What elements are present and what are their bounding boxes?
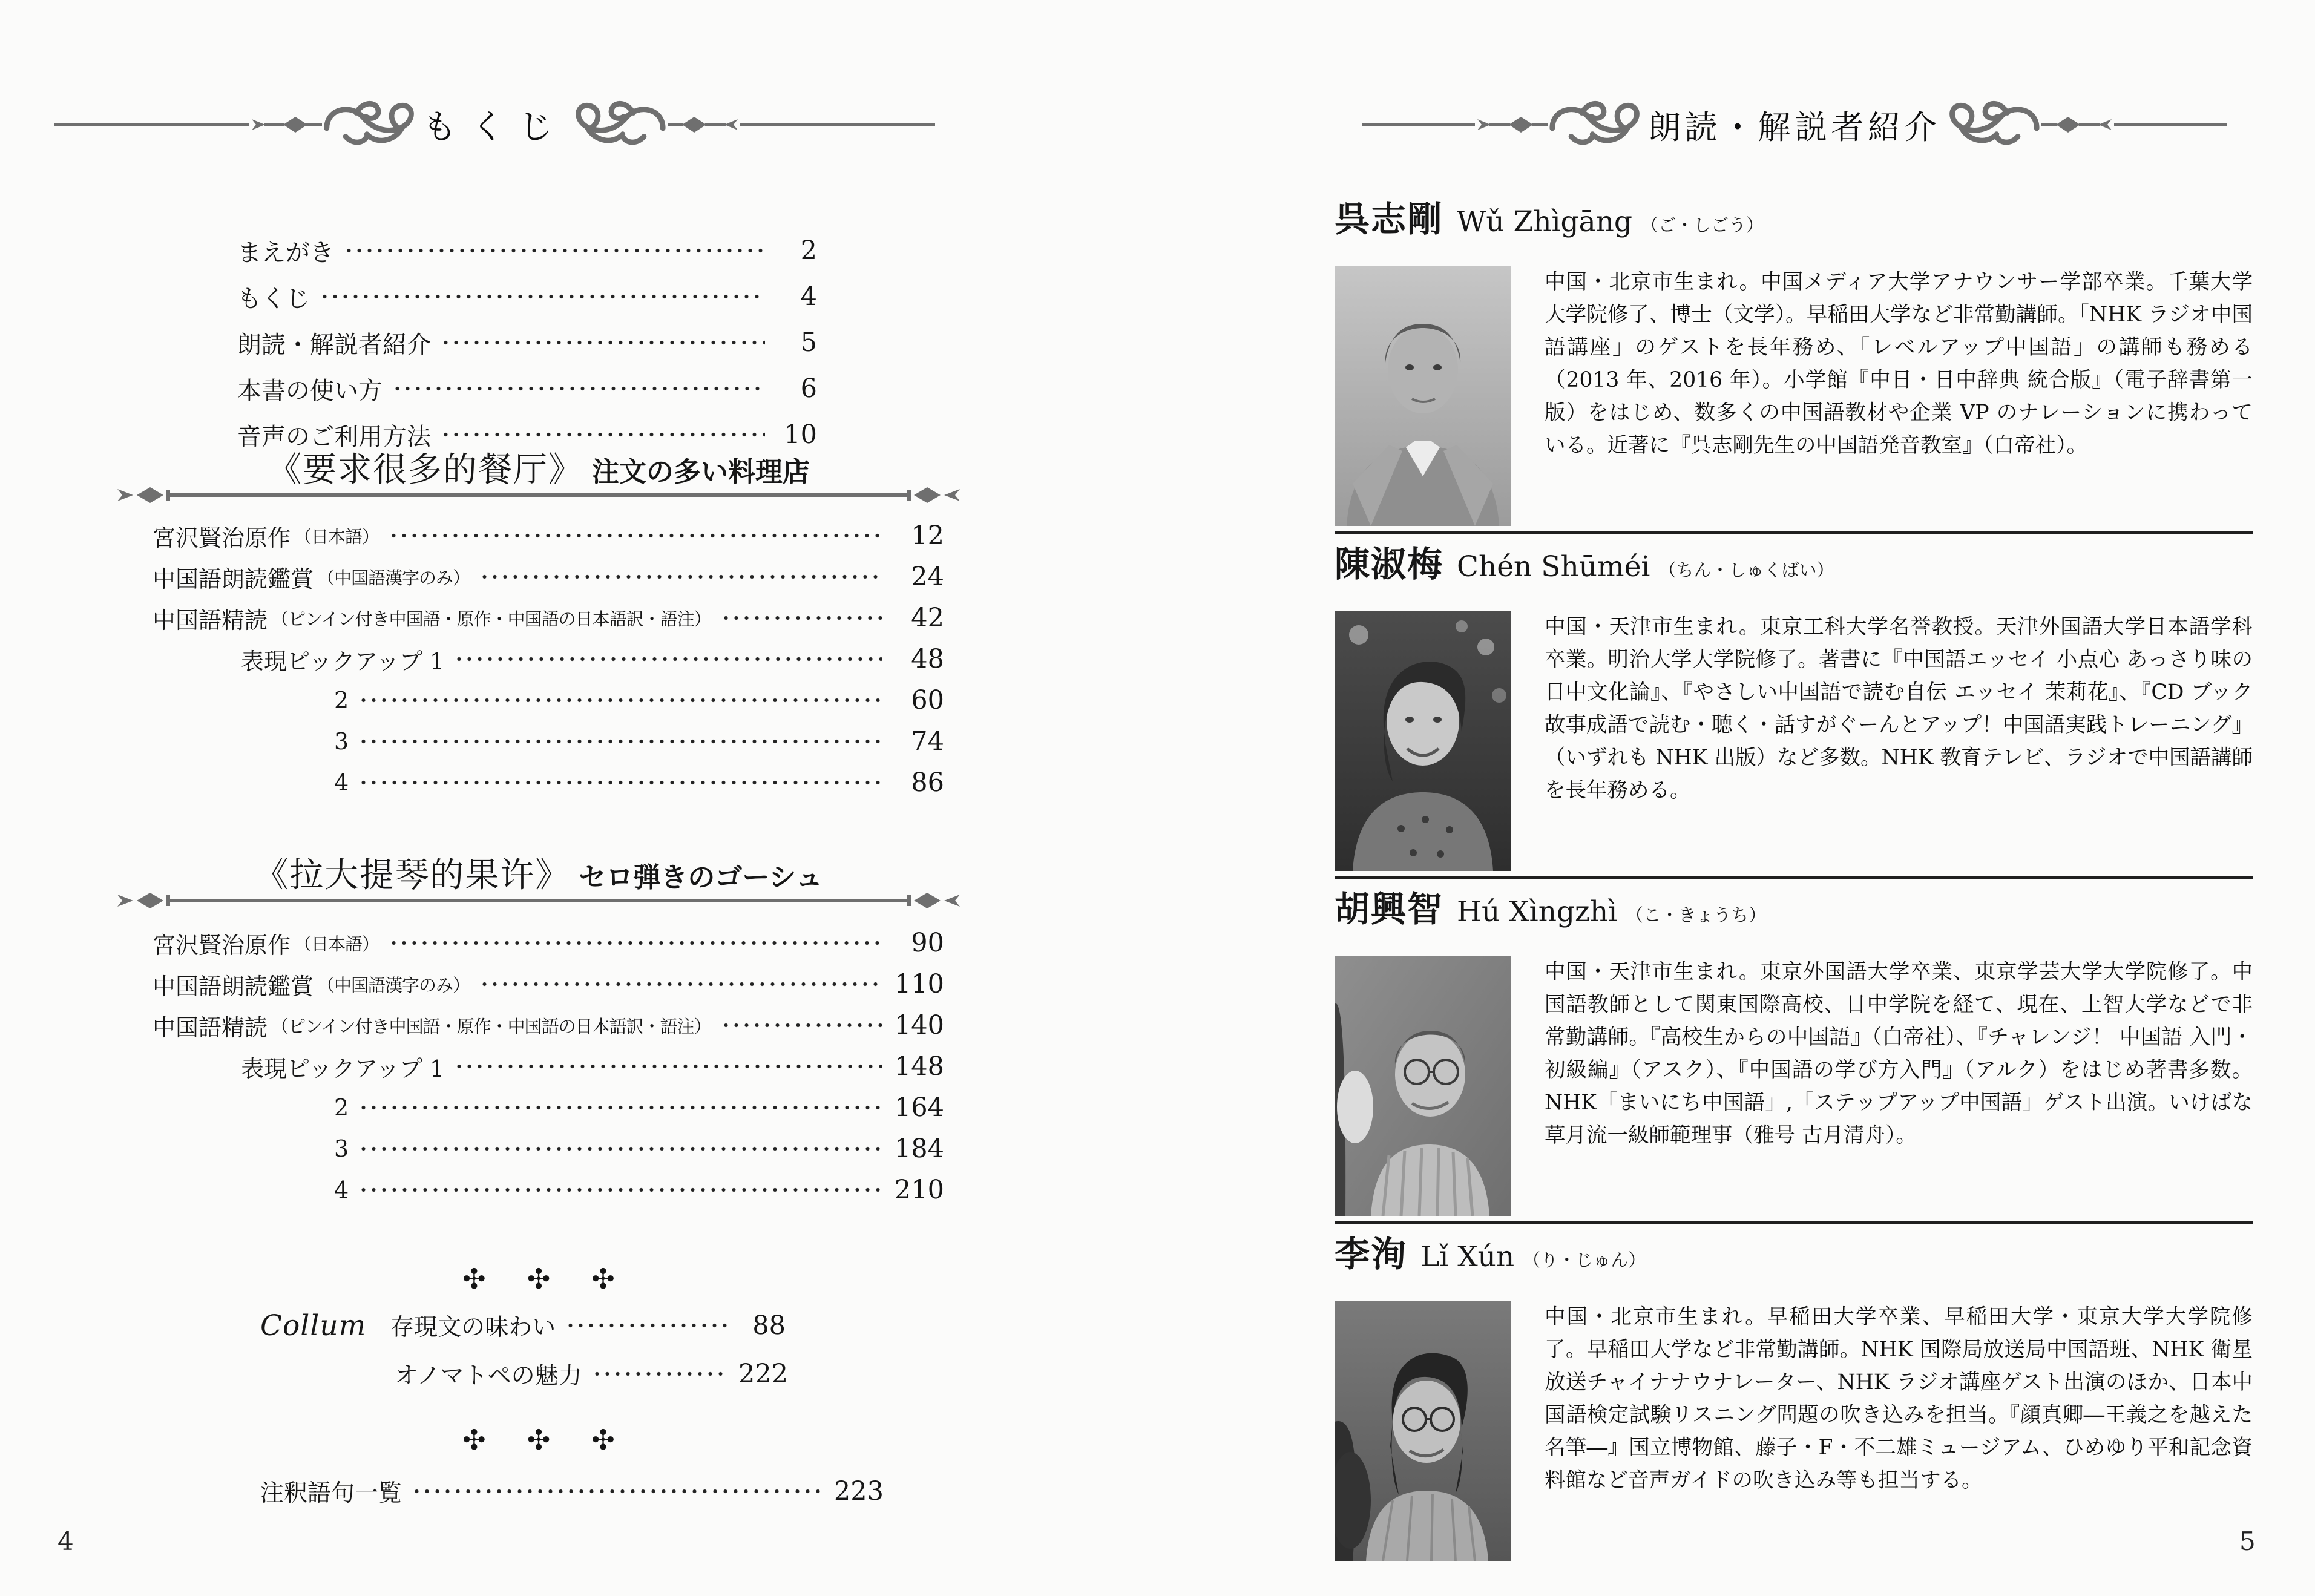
dot-leader xyxy=(454,1064,882,1069)
toc-page-number: 88 xyxy=(752,1310,786,1341)
toc-page-number: 140 xyxy=(894,1010,944,1040)
toc-label: 音声のご利用方法 xyxy=(237,422,431,451)
person-separator xyxy=(1335,531,2253,534)
portrait-photo xyxy=(1335,1301,1511,1561)
toc-label: 中国語精読 xyxy=(153,1014,268,1041)
diamond-arrow-icon xyxy=(2041,113,2114,137)
toc-page-number: 6 xyxy=(800,373,817,404)
person-name-pinyin: Chén Shūméi xyxy=(1457,550,1650,583)
diamond-arrow-icon xyxy=(668,113,740,137)
person-name-kanji: 胡興智 xyxy=(1335,888,1444,930)
toc-front-row[interactable] xyxy=(237,228,817,274)
appendix-row[interactable] xyxy=(260,1471,884,1512)
toc-item-row[interactable] xyxy=(153,1046,944,1087)
toc-item-row[interactable] xyxy=(153,597,944,639)
dot-leader xyxy=(565,1323,729,1328)
dot-leader xyxy=(721,1023,882,1028)
right-folio-number: 5 xyxy=(2239,1526,2256,1556)
person-name-kanji: 呉志剛 xyxy=(1335,199,1444,240)
toc-label: まえがき xyxy=(237,238,334,267)
dot-leader xyxy=(441,340,765,345)
toc-note: （中国語漢字のみ） xyxy=(317,974,470,996)
toc-label: 4 xyxy=(334,1177,349,1203)
toc-note: （中国語漢字のみ） xyxy=(317,567,470,588)
toc-page-number: 210 xyxy=(894,1175,944,1205)
toc-page-number: 10 xyxy=(784,419,817,450)
toc-item-row[interactable] xyxy=(153,1005,944,1046)
toc-item-row[interactable] xyxy=(153,1087,944,1128)
toc-front-row[interactable] xyxy=(237,320,817,366)
toc-page-number: 164 xyxy=(894,1092,944,1123)
header-rule-left xyxy=(54,123,249,126)
toc-page-number: 90 xyxy=(911,928,944,958)
dot-leader xyxy=(412,1489,822,1494)
portrait-photo xyxy=(1335,611,1511,871)
toc-front-row[interactable] xyxy=(237,366,817,412)
person-block xyxy=(1335,1226,2253,1561)
person-separator xyxy=(1335,876,2253,879)
cross-icon: ✣ xyxy=(527,1263,551,1295)
dot-leader xyxy=(358,780,882,785)
toc-label: 宮沢賢治原作 xyxy=(153,931,291,959)
toc-page-number: 184 xyxy=(894,1134,944,1164)
toc-label: 2 xyxy=(334,687,349,714)
header-rule-right xyxy=(740,123,935,126)
toc-page-number: 110 xyxy=(894,969,944,999)
toc-item-row[interactable] xyxy=(153,680,944,721)
toc-item-row[interactable] xyxy=(153,721,944,762)
dot-leader xyxy=(358,1105,882,1110)
dot-leader xyxy=(389,533,882,538)
toc-label: 中国語精読 xyxy=(153,606,268,634)
person-separator xyxy=(1335,1221,2253,1224)
dot-leader xyxy=(392,386,765,391)
toc-page-number: 24 xyxy=(911,562,944,592)
toc-front-row[interactable] xyxy=(237,274,817,320)
left-page-title: もくじ xyxy=(422,108,567,147)
toc-page-number: 74 xyxy=(911,726,944,757)
toc-label: 3 xyxy=(334,728,349,755)
toc-label: 中国語朗読鑑賞 xyxy=(153,973,314,1000)
toc-note: （ピンイン付き中国語・原作・中国語の日本語訳・語注） xyxy=(271,608,711,629)
cross-ornament-row xyxy=(115,1424,962,1456)
dot-leader xyxy=(479,574,882,579)
cross-icon: ✣ xyxy=(527,1424,551,1456)
toc-page-number: 12 xyxy=(911,521,944,551)
header-rule-left xyxy=(1362,123,1475,126)
section-divider-icon xyxy=(115,890,962,911)
toc-item-row[interactable] xyxy=(153,762,944,803)
toc-page-number: 4 xyxy=(800,281,817,312)
toc-page-number: 60 xyxy=(911,685,944,715)
section-title-chinese: 《要求很多的餐厅》 xyxy=(267,450,583,490)
toc-page-number: 2 xyxy=(800,235,817,266)
scroll-flourish-icon xyxy=(322,97,419,153)
dot-leader xyxy=(358,698,882,703)
right-page-title: 朗読・解説者紹介 xyxy=(1648,108,1941,146)
toc-item-row[interactable] xyxy=(153,515,944,556)
scroll-flourish-icon xyxy=(1945,97,2041,153)
person-name xyxy=(1335,1226,2253,1276)
toc-item-row[interactable] xyxy=(153,556,944,597)
toc-label: 存現文の味わい xyxy=(390,1314,556,1341)
cross-icon: ✣ xyxy=(462,1263,486,1295)
cross-icon: ✣ xyxy=(591,1424,615,1456)
portrait-photo xyxy=(1335,956,1511,1216)
cross-icon: ✣ xyxy=(591,1263,615,1295)
person-name-kana: （り・じゅん） xyxy=(1523,1250,1646,1270)
person-bio: 中国・天津市生まれ。東京工科大学名誉教授。天津外国語大学日本語学科卒業。明治大学大学院修了。著書に『中国語エッセイ 小点心 あっさり味の日中文化論』、『やさしい中国語で読む自伝 エッセイ 茉莉花』、『CD ブック 故事成語で読む・聴く・話すがぐーんとアップ！中国語実践トレーニング』（いずれも NHK 出版）など多数。NHK 教育テレビ、ラジオで中国語講師を長年務める。 xyxy=(1545,615,2253,803)
column-row[interactable] xyxy=(260,1353,789,1394)
header-rule-right xyxy=(2114,123,2227,126)
cross-ornament-row xyxy=(115,1263,962,1295)
toc-item-row[interactable] xyxy=(153,1128,944,1169)
toc-item-row[interactable] xyxy=(153,922,944,964)
person-bio: 中国・北京市生まれ。早稲田大学卒業、早稲田大学・東京大学大学院修了。早稲田大学など非常勤講師。NHK 国際局放送局中国語班、NHK 衛星放送チャイナナウナレーター、NHK ラジオ講座ゲスト出演のほか、日本中国語検定試験リスニング問題の吹き込みを担当。『顔真卿―王義之を越えた名筆―』国立博物館、藤子・F・不二雄ミュージアム、ひめゆり平和記念資料館など音声ガイドの吹き込み等も担当する。 xyxy=(1545,1305,2253,1493)
diamond-arrow-icon xyxy=(249,113,322,137)
scroll-flourish-icon xyxy=(571,97,668,153)
dot-leader xyxy=(344,248,765,253)
right-page-header xyxy=(1362,91,2227,159)
toc-label: 表現ピックアップ 1 xyxy=(241,1055,445,1082)
toc-label: 中国語朗読鑑賞 xyxy=(153,565,314,593)
toc-label: 3 xyxy=(334,1135,349,1162)
person-name-kana: （ちん・しゅくばい） xyxy=(1658,560,1834,580)
toc-page-number: 148 xyxy=(894,1051,944,1082)
portrait-photo xyxy=(1335,266,1511,526)
person-block xyxy=(1335,191,2253,526)
toc-note: （日本語） xyxy=(294,933,379,954)
dot-leader xyxy=(358,739,882,744)
dot-leader xyxy=(479,982,882,987)
toc-page-number: 5 xyxy=(800,327,817,358)
section-title-japanese: 注文の多い料理店 xyxy=(591,456,810,488)
dot-leader xyxy=(389,941,882,945)
toc-label: 4 xyxy=(334,769,349,796)
dot-leader xyxy=(320,294,765,299)
toc-page-number: 86 xyxy=(911,767,944,798)
toc-page-number: 42 xyxy=(911,603,944,633)
person-name-kana: （ご・しごう） xyxy=(1640,215,1764,235)
toc-item-row[interactable] xyxy=(153,639,944,680)
toc-label: 2 xyxy=(334,1094,349,1121)
person-name-pinyin: Lǐ Xún xyxy=(1420,1240,1515,1273)
dot-leader xyxy=(721,616,882,620)
left-folio-number: 4 xyxy=(57,1526,74,1556)
toc-item-row[interactable] xyxy=(153,1169,944,1210)
cross-icon: ✣ xyxy=(462,1424,486,1456)
column-label: Collum xyxy=(260,1309,367,1342)
toc-label: 表現ピックアップ 1 xyxy=(241,648,445,675)
person-block xyxy=(1335,881,2253,1216)
person-name-kanji: 李洵 xyxy=(1335,1233,1408,1275)
section-title-japanese: セロ弾きのゴーシュ xyxy=(579,861,823,893)
toc-page-number: 48 xyxy=(911,644,944,674)
dot-leader xyxy=(358,1146,882,1151)
section-title-chinese: 《拉大提琴的果许》 xyxy=(254,856,571,895)
toc-page-number: 223 xyxy=(833,1476,884,1506)
toc-note: （日本語） xyxy=(294,526,379,547)
person-bio: 中国・北京市生まれ。中国メディア大学アナウンサー学部卒業。千葉大学大学院修了、博士（文学）。早稲田大学など非常勤講師。「NHK ラジオ中国語講座」のゲストを長年務め、「レベルアップ中国語」の講師も務める（2013 年、2016 年）。小学館『中日・日中辞典 統合版』（電子辞書第一版）をはじめ、数多くの中国語教材や企業 VP のナレーションに携わっている。近著に『呉志剛先生の中国語発音教室』（白帝社）。 xyxy=(1545,270,2253,458)
section-divider-icon xyxy=(115,484,962,506)
toc-label: 宮沢賢治原作 xyxy=(153,524,291,551)
toc-label: 注釈語句一覧 xyxy=(260,1480,402,1507)
person-name xyxy=(1335,536,2253,586)
diamond-arrow-icon xyxy=(1475,113,1548,137)
toc-label: 本書の使い方 xyxy=(237,376,383,405)
dot-leader xyxy=(454,657,882,662)
toc-note: （ピンイン付き中国語・原作・中国語の日本語訳・語注） xyxy=(271,1016,711,1037)
person-bio: 中国・天津市生まれ。東京外国語大学卒業、東京学芸大学大学院修了。中国語教師として関東国際高校、日中学院を経て、現在、上智大学などで非常勤講師。『高校生からの中国語』（白帝社）、『チャレンジ！ 中国語 入門・初級編』（アスク）、『中国語の学び方入門』（アルク）をはじめ著書多数。NHK「まいにち中国語」,「ステップアップ中国語」ゲスト出演。いけばな草月流一級師範理事（雅号 古月清舟）。 xyxy=(1545,960,2253,1148)
toc-label: もくじ xyxy=(237,284,310,313)
person-name-kanji: 陳淑梅 xyxy=(1335,543,1444,585)
person-name-pinyin: Hú Xìngzhì xyxy=(1457,895,1618,928)
scroll-flourish-icon xyxy=(1548,97,1644,153)
person-name-pinyin: Wǔ Zhìgāng xyxy=(1457,205,1632,238)
column-row[interactable] xyxy=(260,1305,786,1346)
toc-item-row[interactable] xyxy=(153,964,944,1005)
toc-label: 朗読・解説者紹介 xyxy=(237,330,431,359)
dot-leader xyxy=(358,1187,882,1192)
left-page-header xyxy=(54,91,935,159)
person-name-kana: （こ・きょうち） xyxy=(1626,905,1767,925)
dot-leader xyxy=(592,1371,729,1376)
person-name xyxy=(1335,881,2253,931)
person-name xyxy=(1335,191,2253,241)
toc-page-number: 222 xyxy=(738,1359,789,1389)
dot-leader xyxy=(441,432,765,437)
toc-label: オノマトペの魅力 xyxy=(395,1362,582,1390)
person-block xyxy=(1335,536,2253,871)
